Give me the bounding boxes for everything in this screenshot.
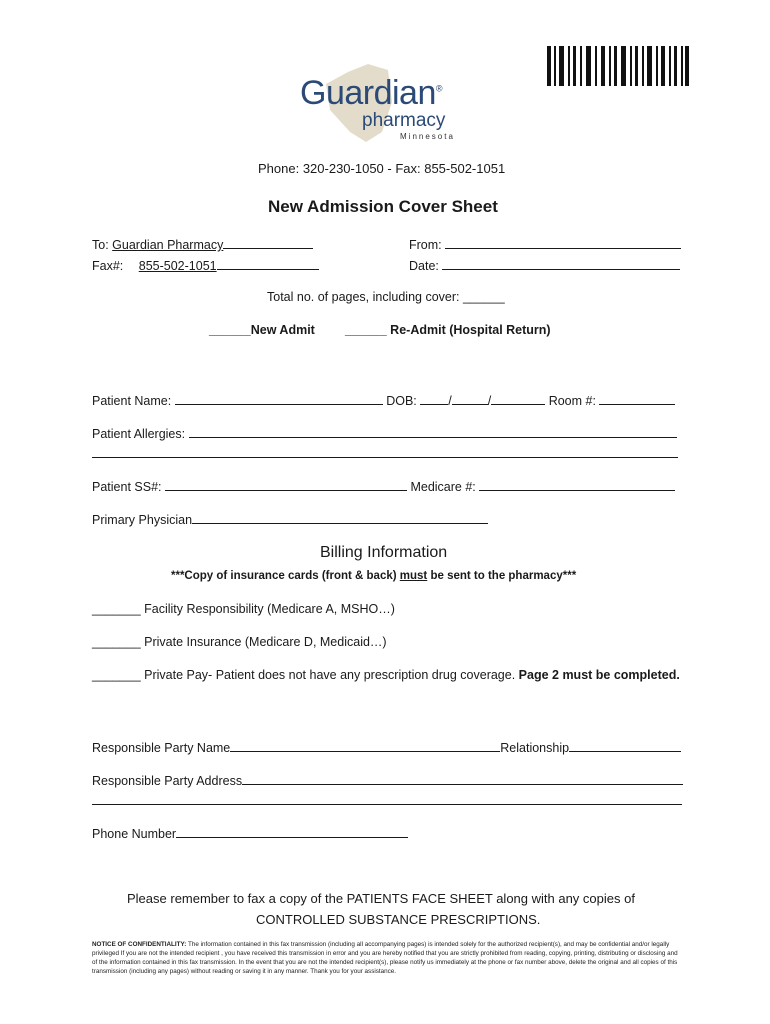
- patient-ss-field: Patient SS#: Medicare #:: [92, 478, 675, 494]
- barcode: [547, 46, 689, 92]
- to-field: To: Guardian Pharmacy: [92, 236, 313, 252]
- date-field: Date:: [409, 257, 680, 273]
- allergies-line-2: [92, 457, 678, 458]
- phone-number-field: Phone Number: [92, 825, 408, 841]
- patient-name-field: Patient Name: DOB: / / Room #:: [92, 392, 675, 408]
- page-title: New Admission Cover Sheet: [268, 197, 498, 216]
- billing-option-private-pay: _______ Private Pay- Patient does not have any prescription drug coverage. Page 2 must be completed.: [92, 668, 680, 682]
- primary-physician-field: Primary Physician: [92, 511, 488, 527]
- readmit: ______ Re-Admit (Hospital Return): [345, 323, 551, 337]
- billing-note: ***Copy of insurance cards (front & back) must be sent to the pharmacy***: [171, 570, 577, 582]
- logo-region: Minnesota: [400, 132, 455, 141]
- responsible-party-address-field: Responsible Party Address: [92, 772, 683, 788]
- patient-allergies-field: Patient Allergies:: [92, 425, 677, 441]
- logo-pharmacy: pharmacy: [362, 110, 446, 131]
- billing-option-private-insurance: _______ Private Insurance (Medicare D, Medicaid…): [92, 635, 387, 649]
- billing-option-facility: _______ Facility Responsibility (Medicare A, MSHO…): [92, 602, 395, 616]
- reminder-line-2: CONTROLLED SUBSTANCE PRESCRIPTIONS.: [256, 912, 541, 927]
- contact-line: Phone: 320-230-1050 - Fax: 855-502-1051: [258, 161, 506, 176]
- new-admit: ______New Admit: [209, 323, 315, 337]
- confidentiality-notice: NOTICE OF CONFIDENTIALITY: The information contained in this fax transmission (including all accompanying pages) is intended solely for the authorized recipient(s), and may be confidential and/or legally privileged If you are not the intended recipient , you have received this transmission in error and you are hereby notified that you are strictly prohibited from reading, copying, printing, distributing or disclosing and of the information contained in this fax transmission. In the event that you are not the intended recipient(s), please notify us immediately at the phone or fax number above, delete the original and all copies of this transmission (including any pages) without reading or saving it in any manner. Thank you for your assistance.: [92, 941, 678, 975]
- guardian-pharmacy-logo: [296, 62, 476, 146]
- billing-heading: Billing Information: [320, 544, 448, 561]
- fax-field: Fax#: 855-502-1051: [92, 257, 319, 273]
- total-pages: Total no. of pages, including cover: ______: [267, 290, 505, 304]
- reminder-line-1: Please remember to fax a copy of the PATIENTS FACE SHEET along with any copies of: [127, 891, 635, 906]
- responsible-party-name-field: Responsible Party Name Relationship: [92, 739, 681, 755]
- logo-brand: Guardian®: [300, 74, 443, 112]
- from-field: From:: [409, 236, 681, 252]
- address-line-2: [92, 804, 682, 805]
